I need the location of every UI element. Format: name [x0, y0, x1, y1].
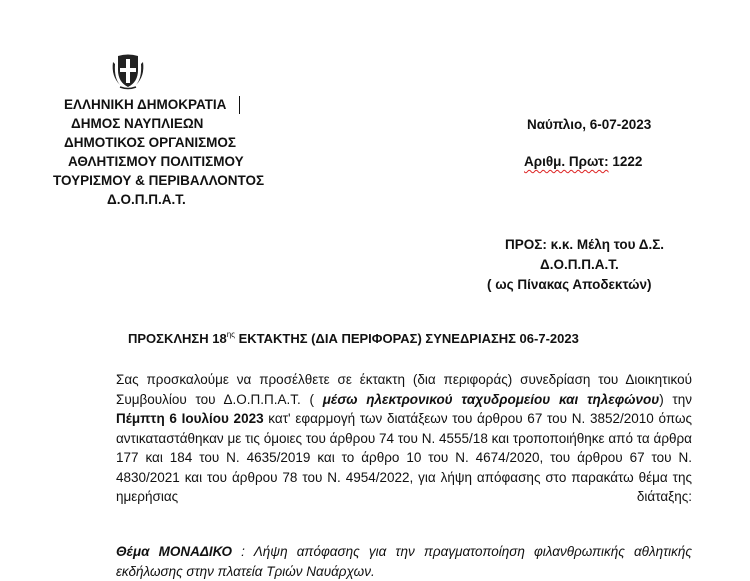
subject-label: Θέμα ΜΟΝΑΔΙΚΟ — [116, 544, 232, 559]
invitation-body — [116, 370, 692, 507]
header-line-5: ΤΟΥΡΙΣΜΟΥ & ΠΕΡΙΒΑΛΛΟΝΤΟΣ — [53, 173, 265, 188]
header-line-1: ΕΛΛΗΝΙΚΗ ΔΗΜΟΚΡΑΤΙΑ — [64, 97, 227, 112]
protocol-label: Αριθμ. Πρωτ: — [524, 154, 609, 169]
header-line-6: Δ.Ο.Π.Π.Α.Τ. — [107, 192, 186, 207]
subject-text: : Λήψη απόφασης για την πραγματοποίηση φιλανθρωπικής αθλητικής εκδήλωσης στην πλατεία Τριών Ναυάρχων. — [116, 544, 692, 579]
meeting-date: Πέμπτη 6 Ιουλίου 2023 — [116, 411, 264, 426]
place-date: Ναύπλιο, 6-07-2023 — [527, 117, 652, 132]
body-text-2: κατ' εφαρμογή των διατάξεων του άρθρου 67 του Ν. 3852/2010 όπως αντικαταστάθηκαν με τις όμοιες του άρθρου 74 του Ν. 4555/18 και τροποποιήθηκε από τα άρθρα 177 και 184 του Ν. 4635/2019 και το άρθρο 10 του Ν. 4674/2020, του άρθρου 67 του Ν. 4830/2021 και του άρθρου 78 του Ν. 4954/2022, για λήψη απόφασης στο παρακάτω θέμα της ημερήσιας διάταξης: — [116, 411, 692, 504]
protocol-number — [524, 154, 642, 169]
document-title: ΠΡΟΣΚΛΗΣΗ $18^{\eta\varsigma}$ ΕΚΤΑΚΤΗΣ (ΔΙΑ ΠΕΡΙΦΟΡΑΣ) ΣΥΝΕΔΡΙΑΣΗΣ 06-7-2023 — [128, 330, 579, 346]
header-line-2: ΔΗΜΟΣ ΝΑΥΠΛΙΕΩΝ — [71, 116, 204, 131]
header-line-3: ΔΗΜΟΤΙΚΟΣ ΟΡΓΑΝΙΣΜΟΣ — [64, 135, 237, 150]
recipients-line-2: Δ.Ο.Π.Π.Α.Τ. — [540, 257, 619, 272]
header-line-4: ΑΘΛΗΤΙΣΜΟΥ ΠΟΛΙΤΙΣΜΟΥ — [68, 154, 244, 169]
subject — [116, 542, 692, 581]
greek-coat-of-arms-icon — [110, 52, 146, 90]
body-text-1b: ) την — [659, 391, 693, 407]
body-emphasis: μέσω ηλεκτρονικού ταχυδρομείου και τηλεφώνου — [314, 391, 660, 407]
text-cursor — [239, 96, 240, 114]
recipients-line-1: ΠΡΟΣ: κ.κ. Μέλη του Δ.Σ. — [505, 237, 665, 252]
body-text-1: Σας προσκαλούμε να προσέλθετε σε έκτακτη (δια περιφοράς) συνεδρίαση του Διοικητικού Συμβουλίου του Δ.Ο.Π.Π.Α.Τ. ( — [116, 372, 692, 407]
recipients-line-3: ( ως Πίνακας Αποδεκτών) — [487, 277, 652, 292]
protocol-value: 1222 — [612, 154, 643, 169]
